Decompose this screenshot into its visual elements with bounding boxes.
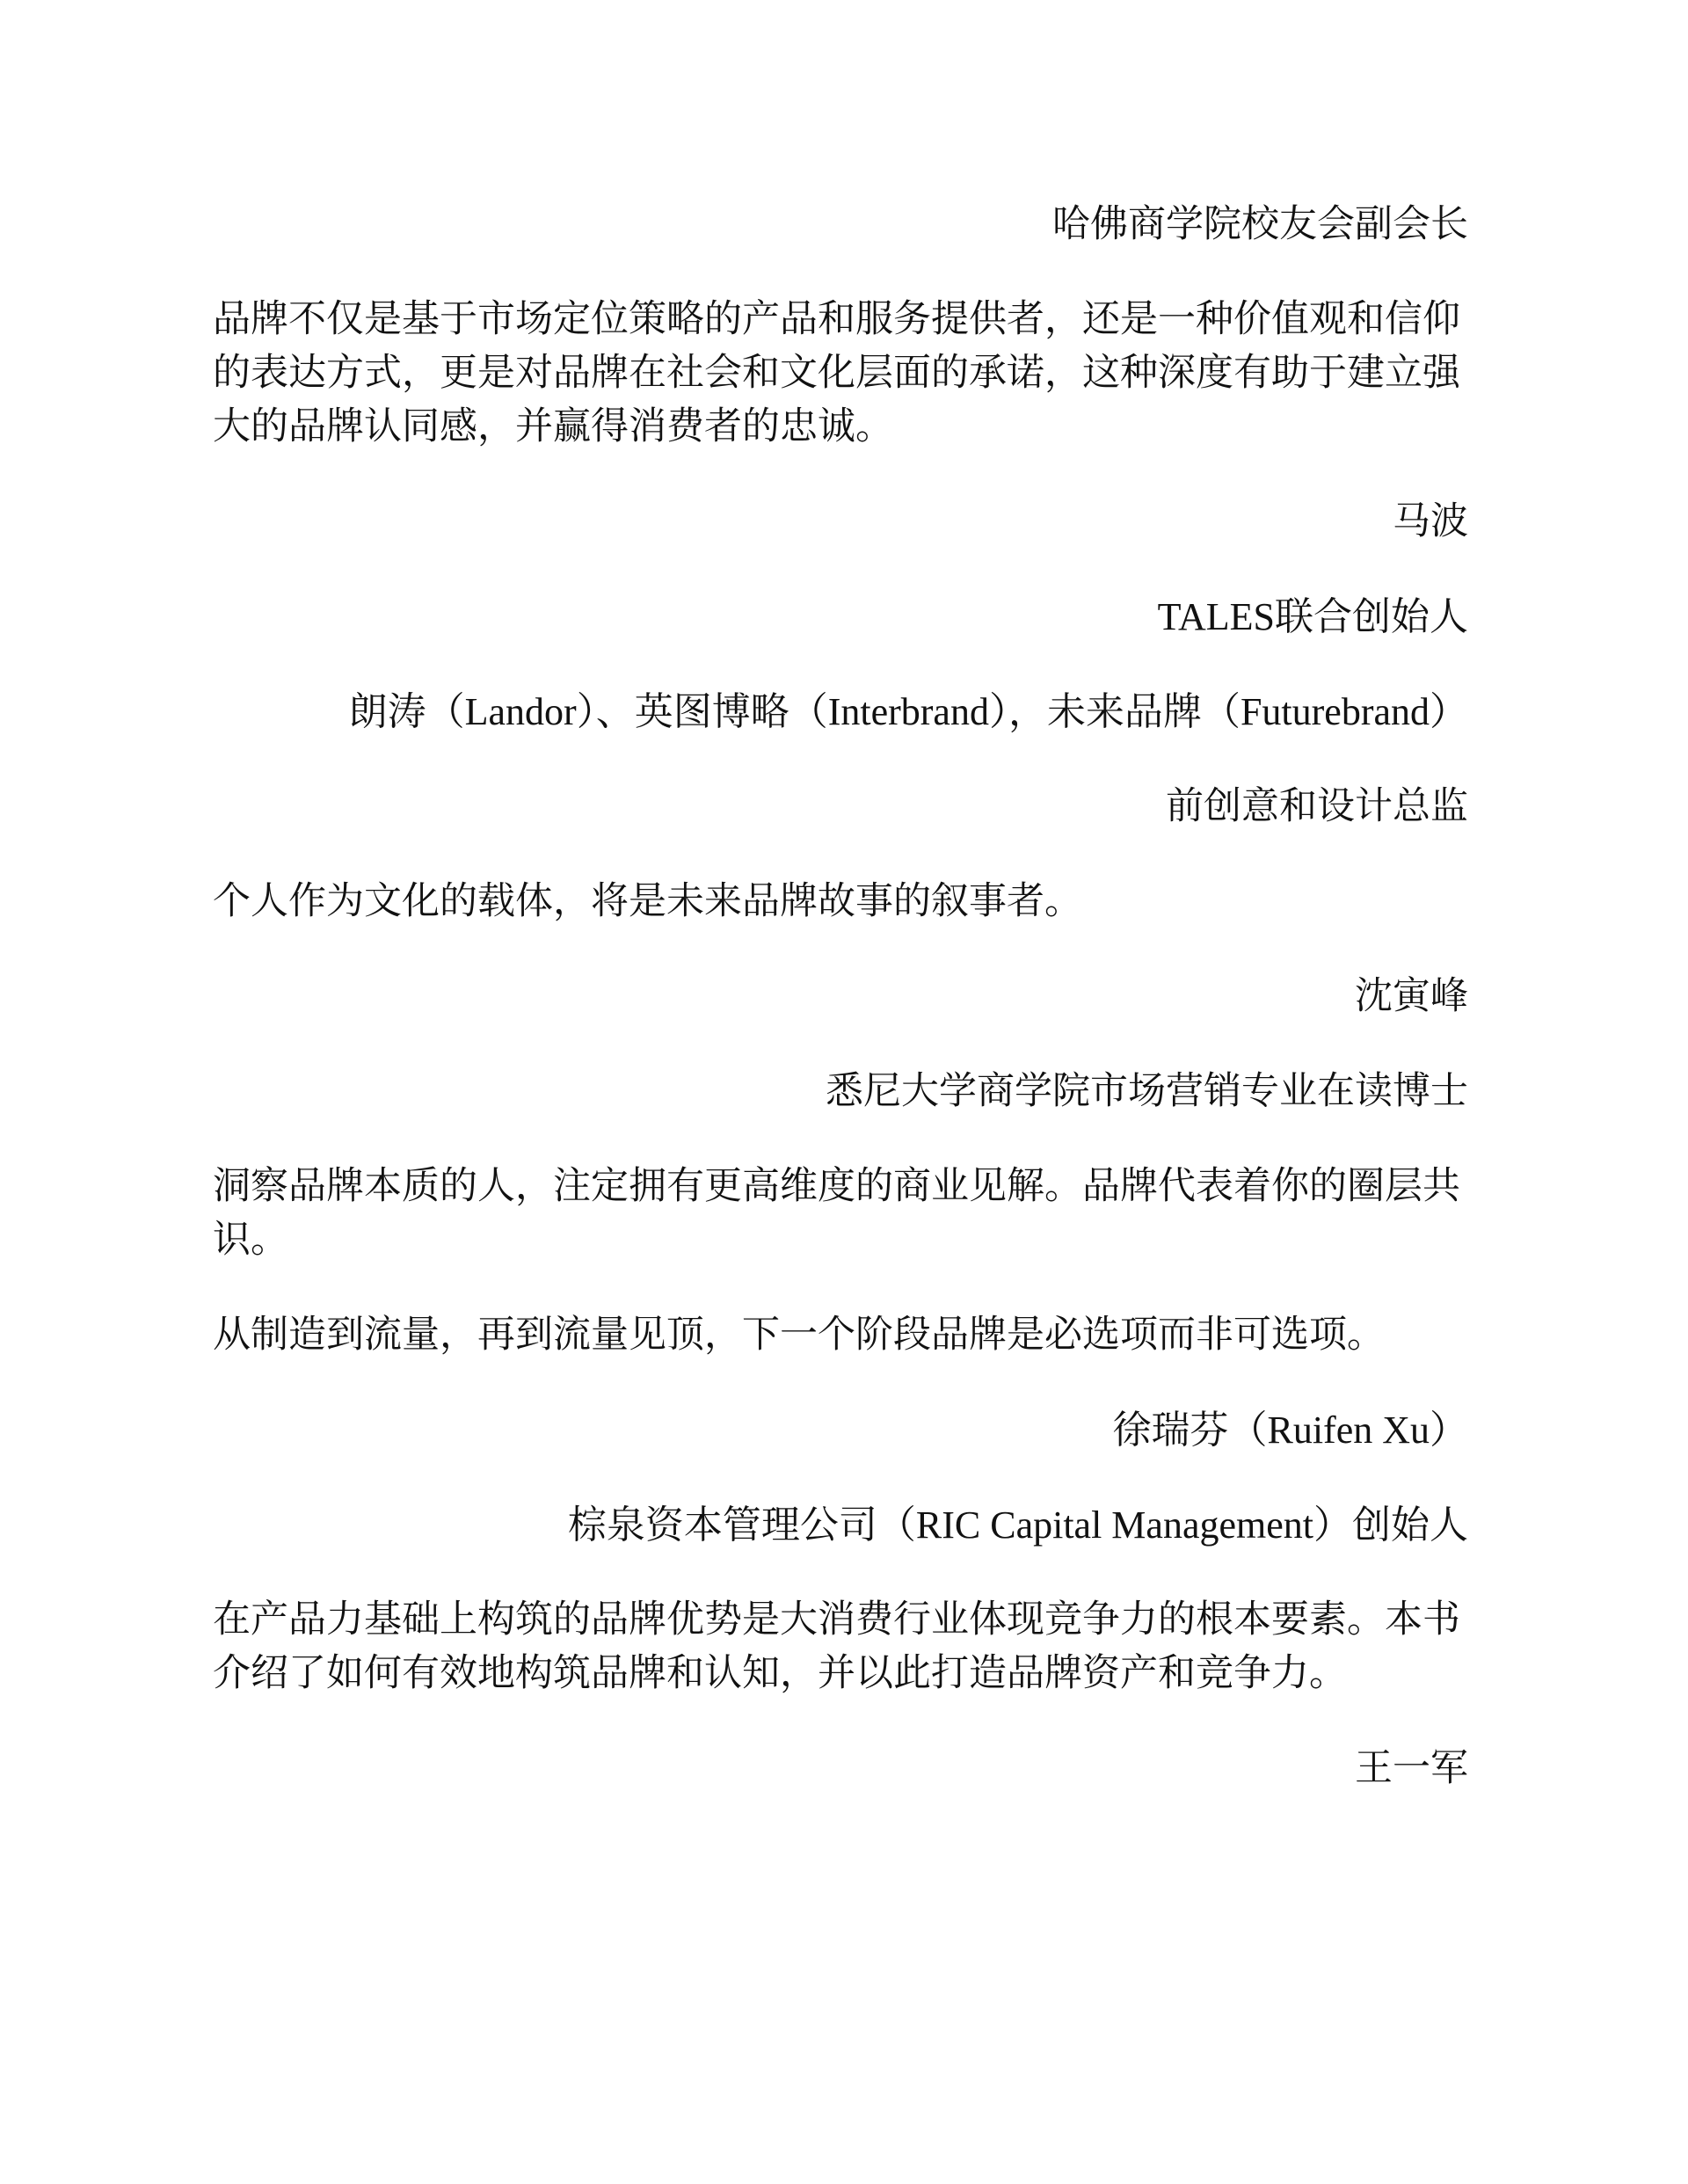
endorsement-paragraph: 个人作为文化的载体，将是未来品牌故事的叙事者。 <box>213 879 1082 923</box>
endorser-title: 朗涛（Landor）、英图博略（Interbrand），未来品牌（Futurebrand） <box>348 690 1468 733</box>
endorser-name: 沈寅峰 <box>1355 974 1468 1018</box>
endorser-name: 徐瑞芬（Ruifen Xu） <box>1112 1409 1468 1452</box>
endorser-name: 马波 <box>1393 499 1468 543</box>
title-line: 哈佛商学院校友会副会长 <box>1052 202 1468 246</box>
endorser-title: 前创意和设计总监 <box>1166 784 1468 828</box>
endorser-title: TALES联合创始人 <box>1157 595 1468 638</box>
endorsement-paragraph: 在产品力基础上构筑的品牌优势是大消费行业体现竞争力的根本要素。本书介绍了如何有效地构筑品牌和认知，并以此打造品牌资产和竞争力。 <box>213 1598 1460 1695</box>
endorser-name: 王一军 <box>1355 1746 1468 1790</box>
endorsement-paragraph: 从制造到流量，再到流量见顶，下一个阶段品牌是必选项而非可选项。 <box>213 1313 1385 1357</box>
endorsement-paragraph: 品牌不仅是基于市场定位策略的产品和服务提供者，还是一种价值观和信仰的表达方式，更是对品牌在社会和文化层面的承诺，这种深度有助于建立强大的品牌认同感，并赢得消费者的忠诚。 <box>213 297 1460 448</box>
endorsement-paragraph: 洞察品牌本质的人，注定拥有更高维度的商业见解。品牌代表着你的圈层共识。 <box>213 1164 1460 1262</box>
endorser-title: 棕泉资本管理公司（RIC Capital Management）创始人 <box>567 1503 1468 1547</box>
document-page <box>213 198 1468 1795</box>
endorser-title: 悉尼大学商学院市场营销专业在读博士 <box>826 1069 1468 1113</box>
